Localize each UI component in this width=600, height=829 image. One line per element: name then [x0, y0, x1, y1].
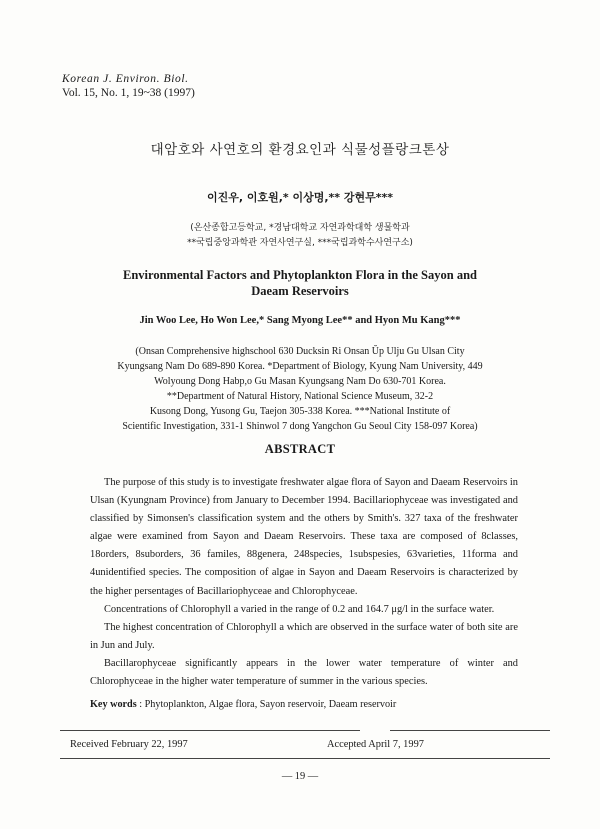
abstract-paragraph: The purpose of this study is to investigate freshwater algae flora of Sayon and Daeam Reservoirs in Ulsan (Kyungnam Province) from January to December 1994. Bacillariophyceae was investigated and classified by Simonsen's classification system and the others by Smith's. 327 taxa of the freshwater algae were examined from Sayon and Daeam Reservoirs. These taxa are composed of 8classes, 18orders, 8suborders, 36 familes, 88genera, 248species, 1subspesies, 63varieties, 11forma and 4unidentified species. The composition of algae in Sayon and Daeam Reservoirs is characterized by the higher persentages of Bacillariophyceae and Chlorophyceae. [90, 477, 518, 597]
english-affiliation-line: Scientific Investigation, 331-1 Shinwol 7 dong Yangchon Gu Seoul City 158-097 Korea) [122, 421, 478, 432]
abstract-paragraph: Concentrations of Chlorophyll a varied in the range of 0.2 and 164.7 μg/l in the surface water. [104, 603, 495, 615]
english-affiliation-line: Kyungsang Nam Do 689-890 Korea. *Department of Biology, Kyung Nam University, 449 [117, 361, 483, 372]
abstract-body [90, 474, 518, 691]
english-title [120, 267, 480, 299]
korean-affiliations [0, 221, 600, 251]
korean-authors: 이진우, 이호원,* 이상명,** 강현무*** [206, 191, 394, 204]
english-affiliations [60, 344, 540, 434]
page-number: — 19 — [281, 771, 319, 782]
korean-affiliation-line: (온산종합고등학교, *경남대학교 자연과학대학 생물학과 [190, 223, 410, 233]
received-date: Received February 22, 1997 [70, 739, 188, 750]
abstract-heading: ABSTRACT [264, 442, 336, 456]
footer-divider-bottom [60, 758, 550, 759]
journal-issue: Vol. 15, No. 1, 19~38 (1997) [62, 87, 195, 99]
english-title-line: Environmental Factors and Phytoplankton Flora in the Sayon and [123, 268, 477, 282]
abstract-paragraph: The highest concentration of Chlorophyll a which are observed in the surface water of both site are in Jun and July. [90, 621, 518, 651]
english-authors: Jin Woo Lee, Ho Won Lee,* Sang Myong Lee** and Hyon Mu Kang*** [139, 315, 461, 326]
keywords-text: : Phytoplankton, Algae flora, Sayon reservoir, Daeam reservoir [139, 699, 397, 710]
english-affiliation-line: (Onsan Comprehensive highschool 630 Ducksin Ri Onsan Ŭp Ulju Gu Ulsan City [135, 346, 465, 357]
accepted-date: Accepted April 7, 1997 [327, 739, 424, 750]
journal-name: Korean J. Environ. Biol. [62, 73, 189, 85]
english-affiliation-line: Kusong Dong, Yusong Gu, Taejon 305-338 Korea. ***National Institute of [149, 406, 451, 417]
keywords-label: Key words [90, 699, 137, 710]
footer-divider-right [390, 730, 550, 731]
korean-title: 대암호와 사연호의 환경요인과 식물성플랑크톤상 [150, 142, 450, 158]
english-affiliation-line: Wolyoung Dong Habp,o Gu Masan Kyungsang Nam Do 630-701 Korea. [154, 376, 446, 387]
journal-header [62, 72, 195, 100]
abstract-paragraph: Bacillarophyceae significantly appears in the lower water temperature of winter and Chlorophyceae in the higher water temperature of summer in the various species. [90, 657, 518, 688]
korean-affiliation-line: **국립중앙과학관 자연사연구실, ***국립과학수사연구소) [187, 238, 413, 248]
english-affiliation-line: **Department of Natural History, National Science Museum, 32-2 [166, 391, 434, 402]
keywords [90, 699, 520, 710]
english-title-line: Daeam Reservoirs [251, 284, 349, 298]
footer-divider-left [60, 730, 360, 731]
